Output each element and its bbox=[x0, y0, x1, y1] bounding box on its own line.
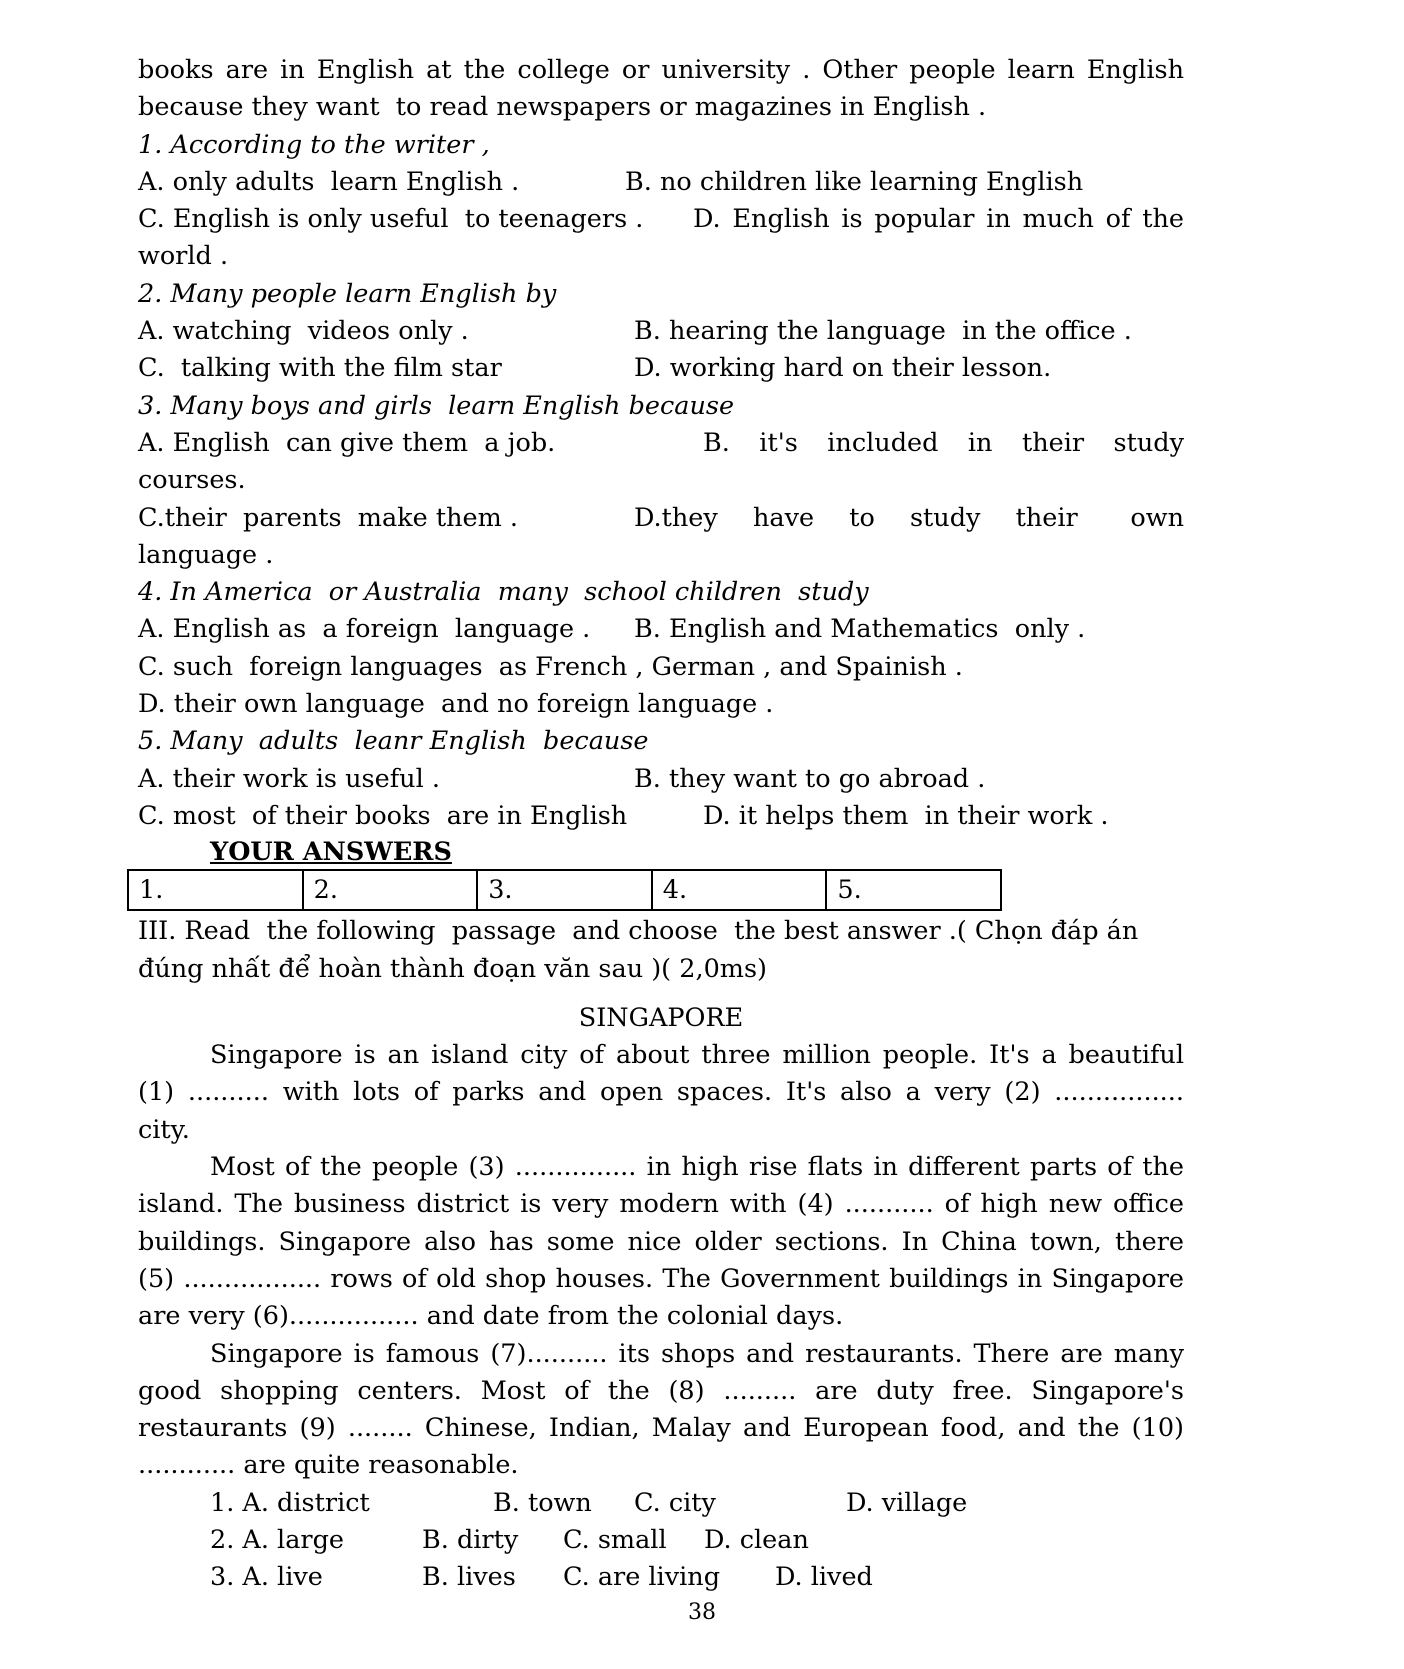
option-a: A. watching videos only . bbox=[138, 316, 469, 347]
choice-row bbox=[138, 1522, 1184, 1559]
passage-line: ............ are quite reasonable. bbox=[138, 1450, 519, 1481]
answer-cell-2[interactable]: 2. bbox=[303, 870, 478, 910]
passage-title: SINGAPORE bbox=[578, 1002, 744, 1033]
section-instruction: III. Read the following passage and choose the best answer .( Chọn đáp án bbox=[138, 916, 1139, 947]
passage-line: (5) ................. rows of old shop houses. The Government buildings in Singapore bbox=[138, 1263, 1184, 1294]
choice-a: 2. A. large bbox=[210, 1524, 345, 1555]
choice-a: 1. A. district bbox=[210, 1487, 370, 1518]
answers-table bbox=[127, 869, 1002, 911]
passage-line: (1) .......... with lots of parks and open spaces. It's also a very (2) ................ bbox=[138, 1077, 1184, 1108]
question-stem: 3. Many boys and girls learn English because bbox=[138, 390, 735, 421]
answers-row bbox=[128, 870, 1001, 910]
option-b: B. no children like learning English bbox=[625, 166, 1084, 197]
choice-c: C. city bbox=[634, 1487, 716, 1518]
choice-a: 3. A. live bbox=[210, 1562, 323, 1593]
passage-line: city. bbox=[138, 1114, 190, 1145]
option-b: B. hearing the language in the office . bbox=[634, 316, 1132, 347]
option-b: B. English and Mathematics only . bbox=[634, 614, 1086, 645]
option-a: A. English as a foreign language . bbox=[138, 614, 591, 645]
option-c: C. English is only useful to teenagers . bbox=[138, 204, 644, 235]
passage-line: island. The business district is very modern with (4) ........... of high new office bbox=[138, 1189, 1184, 1220]
section-instruction: đúng nhất để hoàn thành đoạn văn sau )( 2,0ms) bbox=[138, 953, 768, 984]
options-row bbox=[138, 611, 1184, 648]
passage-line: good shopping centers. Most of the (8) ......... are duty free. Singapore's bbox=[138, 1375, 1184, 1406]
option-b: B. they want to go abroad . bbox=[634, 763, 986, 794]
page-number: 38 bbox=[688, 1600, 716, 1625]
option-continuation: world . bbox=[138, 241, 229, 272]
options-row bbox=[138, 164, 1184, 201]
option-c: C. such foreign languages as French , German , and Spainish . bbox=[138, 651, 963, 682]
option-c: C. most of their books are in English bbox=[138, 800, 628, 831]
passage-line: Singapore is famous (7).......... its shops and restaurants. There are many bbox=[210, 1338, 1184, 1369]
options-row bbox=[138, 313, 1184, 350]
choice-d: D. clean bbox=[704, 1524, 809, 1555]
choice-d: D. village bbox=[846, 1487, 968, 1518]
passage-line: Singapore is an island city of about three million people. It's a beautiful bbox=[210, 1040, 1184, 1071]
choice-b: B. town bbox=[493, 1487, 592, 1518]
options-row bbox=[138, 201, 1184, 238]
option-a: A. only adults learn English . bbox=[138, 166, 520, 197]
intro-line: because they want to read newspapers or magazines in English . bbox=[138, 92, 987, 123]
option-d: D. it helps them in their work . bbox=[703, 800, 1109, 831]
choice-c: C. small bbox=[563, 1524, 667, 1555]
document-page bbox=[138, 52, 1184, 1597]
choice-d: D. lived bbox=[775, 1562, 873, 1593]
options-row bbox=[138, 761, 1184, 798]
question-stem: 1. According to the writer , bbox=[138, 129, 490, 160]
option-b: B. it's included in their study bbox=[703, 427, 1184, 458]
choice-row bbox=[138, 1485, 1184, 1522]
intro-line: books are in English at the college or university . Other people learn English bbox=[138, 55, 1184, 85]
options-row bbox=[138, 350, 1184, 387]
answer-cell-3[interactable]: 3. bbox=[477, 870, 652, 910]
answers-heading: YOUR ANSWERS bbox=[210, 837, 452, 868]
question-stem: 2. Many people learn English by bbox=[138, 278, 557, 309]
choice-c: C. are living bbox=[563, 1562, 721, 1593]
option-c: C. talking with the film star bbox=[138, 353, 502, 384]
option-a: A. their work is useful . bbox=[138, 763, 440, 794]
answer-cell-1[interactable]: 1. bbox=[128, 870, 303, 910]
passage-line: buildings. Singapore also has some nice older sections. In China town, there bbox=[138, 1226, 1184, 1257]
passage-line: Most of the people (3) ............... in high rise flats in different parts of the bbox=[210, 1152, 1184, 1183]
answer-cell-5[interactable]: 5. bbox=[826, 870, 1001, 910]
options-row bbox=[138, 798, 1184, 835]
options-row bbox=[138, 425, 1184, 462]
options-row bbox=[138, 500, 1184, 537]
option-c: C.their parents make them . bbox=[138, 502, 518, 533]
option-continuation: language . bbox=[138, 539, 274, 570]
option-a: A. English can give them a job. bbox=[138, 427, 556, 458]
option-d: D. working hard on their lesson. bbox=[634, 353, 1052, 384]
answer-cell-4[interactable]: 4. bbox=[652, 870, 827, 910]
choice-b: B. dirty bbox=[422, 1524, 519, 1555]
passage-line: are very (6)................ and date from the colonial days. bbox=[138, 1301, 844, 1332]
choice-b: B. lives bbox=[422, 1562, 516, 1593]
option-d: D. English is popular in much of the bbox=[693, 204, 1184, 235]
question-stem: 5. Many adults leanr English because bbox=[138, 726, 649, 757]
question-stem: 4. In America or Australia many school children study bbox=[138, 577, 869, 608]
option-d: D.they have to study their own bbox=[634, 502, 1184, 533]
option-continuation: courses. bbox=[138, 465, 246, 496]
choice-row bbox=[138, 1559, 1184, 1596]
passage-line: restaurants (9) ........ Chinese, Indian, Malay and European food, and the (10) bbox=[138, 1413, 1184, 1444]
option-d: D. their own language and no foreign language . bbox=[138, 689, 774, 720]
